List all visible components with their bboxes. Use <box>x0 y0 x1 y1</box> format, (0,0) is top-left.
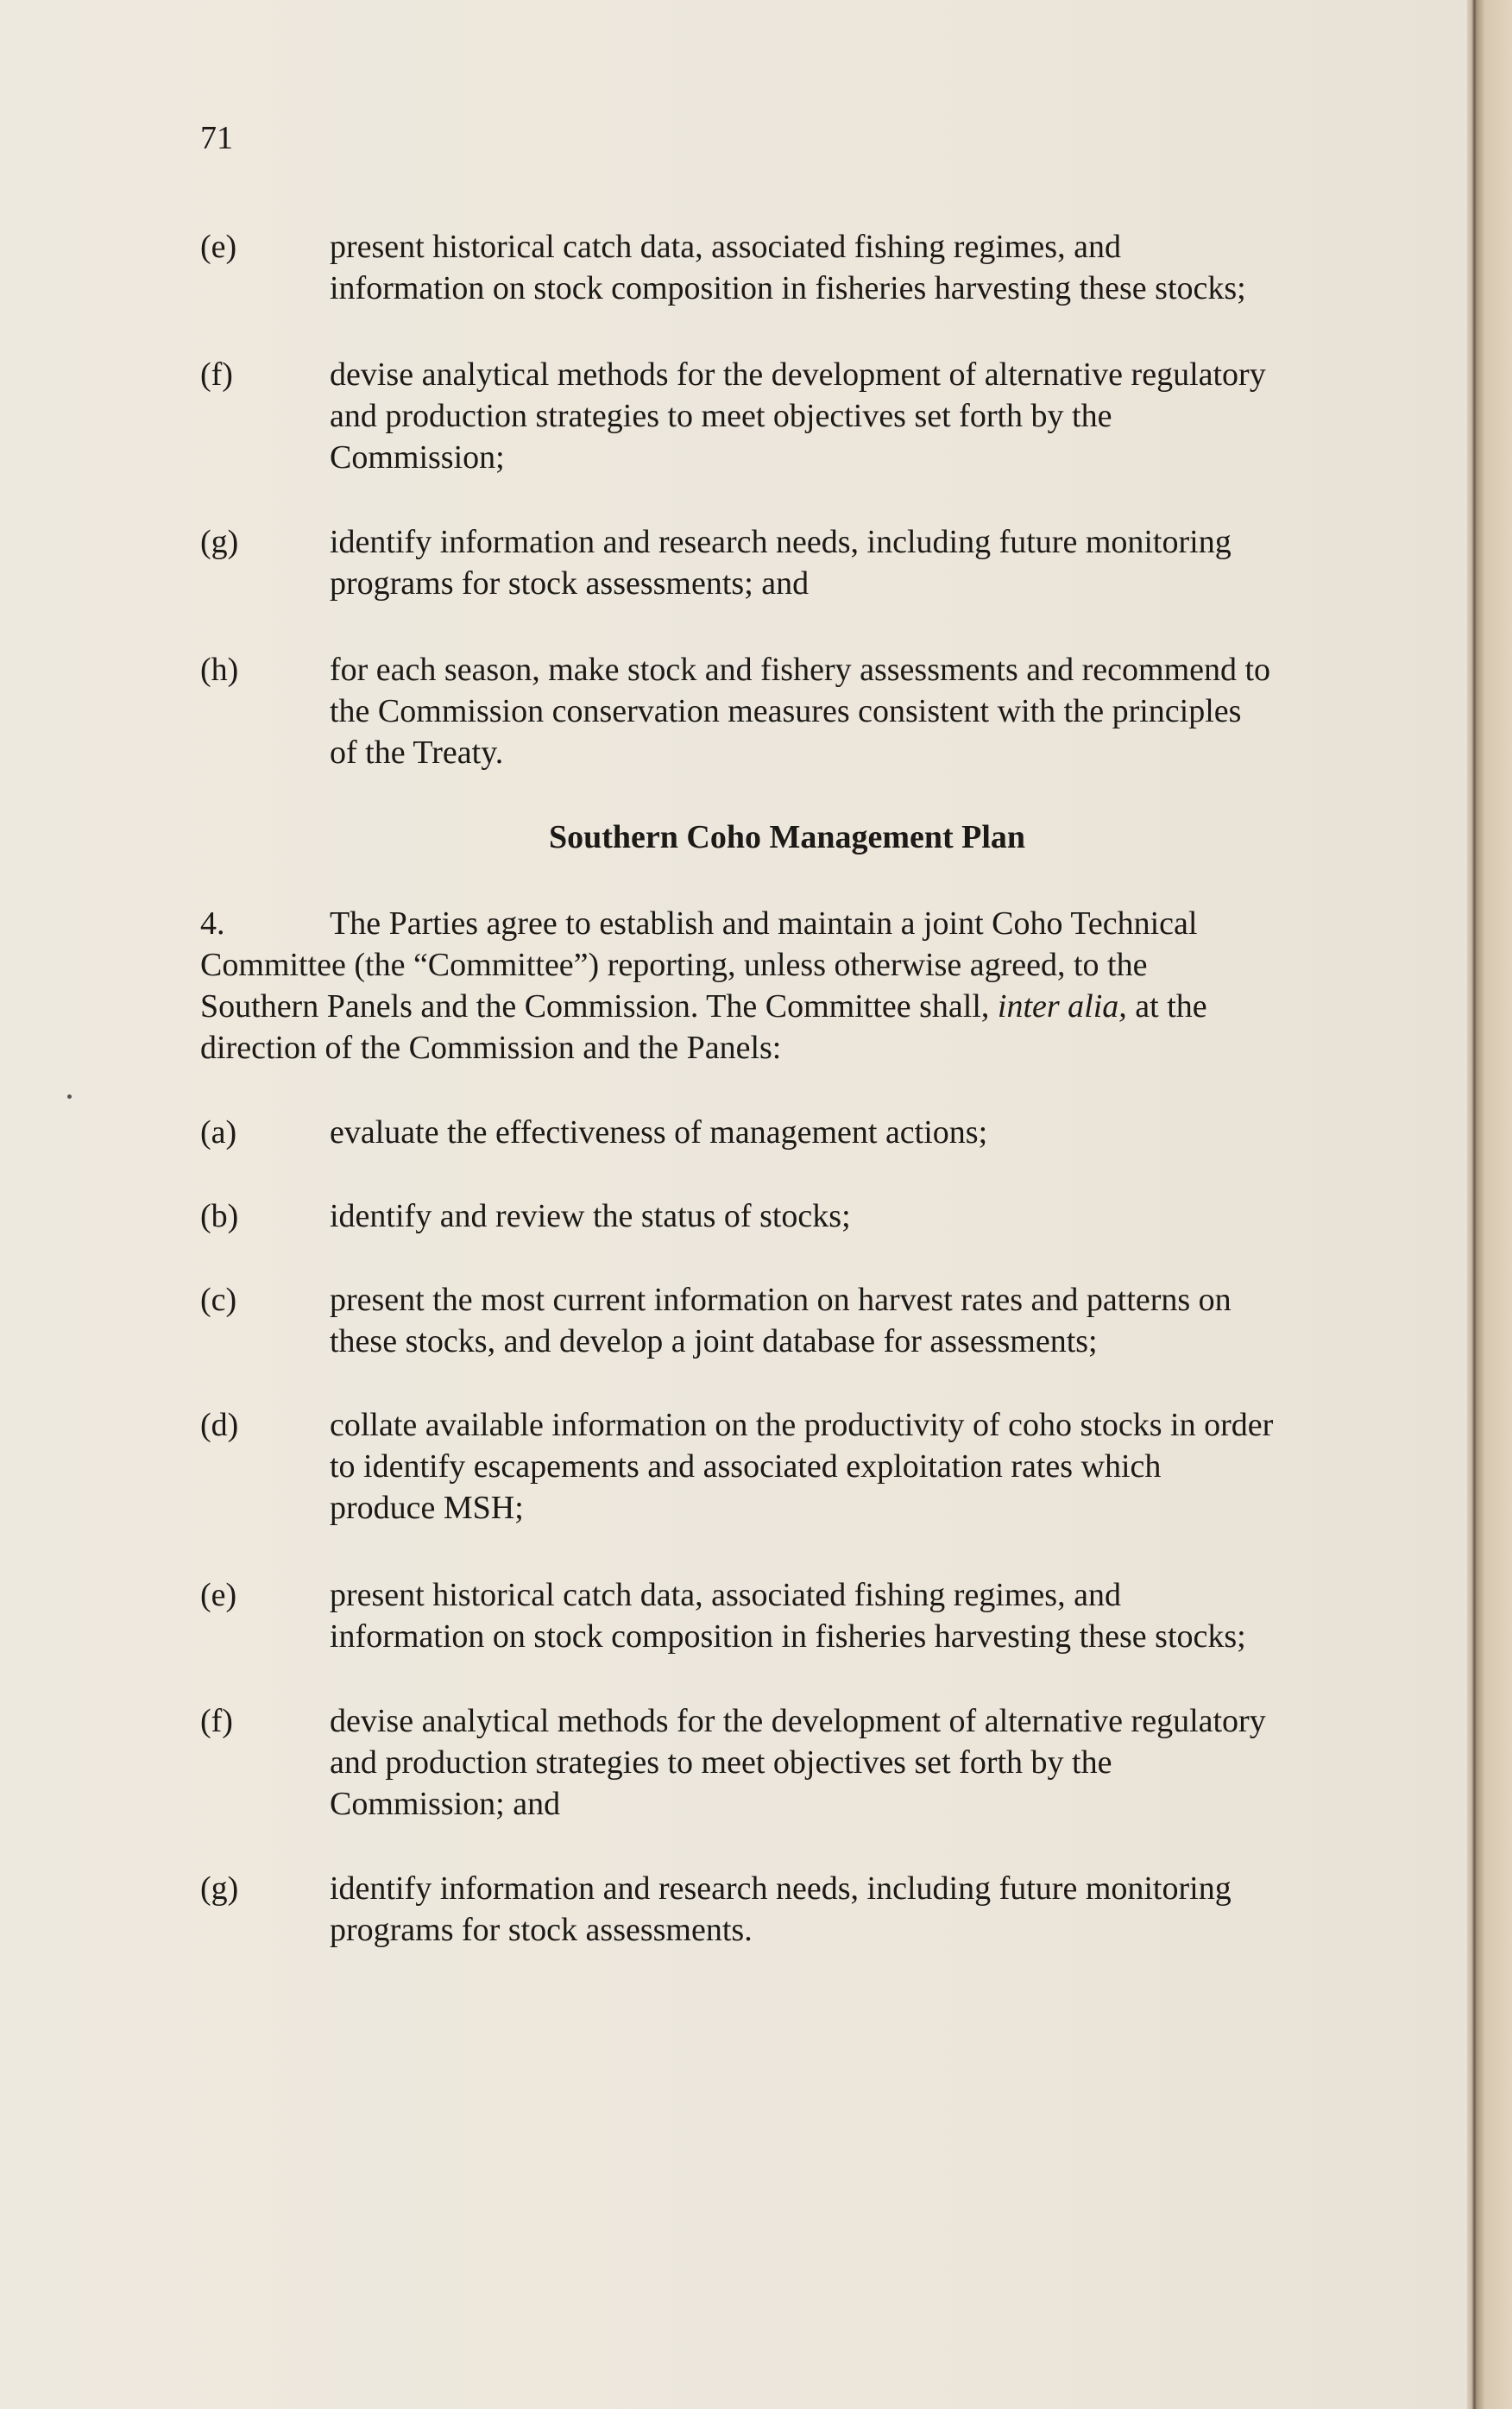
item-text: present historical catch data, associated fishing regimes, and information on stock composition in fisheries harvesting these stocks; <box>330 229 1246 306</box>
item-label: (d) <box>200 1407 239 1443</box>
item-text: present the most current information on harvest rates and patterns on these stocks, and develop a joint database for assessments; <box>330 1282 1232 1359</box>
paragraph-number: 4. <box>200 905 225 942</box>
item-text: evaluate the effectiveness of management actions; <box>330 1114 988 1151</box>
item-label: (g) <box>200 524 239 560</box>
item-label: (g) <box>200 1870 239 1907</box>
scan-speck <box>67 1094 72 1099</box>
item-label: (h) <box>200 652 239 688</box>
item-text: devise analytical methods for the development of alternative regulatory and production strategies to meet objectives set forth by the Commission; and <box>330 1703 1266 1822</box>
item-label: (c) <box>200 1282 237 1318</box>
page-number: 71 <box>200 120 233 156</box>
item-label: (b) <box>200 1198 239 1234</box>
italic-phrase: inter alia, <box>997 988 1127 1025</box>
item-label: (e) <box>200 229 237 265</box>
item-label: (f) <box>200 356 233 393</box>
item-text: devise analytical methods for the development of alternative regulatory and production strategies to meet objectives set forth by the Commission; <box>330 356 1266 476</box>
item-text: for each season, make stock and fishery assessments and recommend to the Commission conservation measures consistent with the principles of the Treaty. <box>330 652 1271 771</box>
item-text: identify and review the status of stocks; <box>330 1198 851 1234</box>
item-text: identify information and research needs, including future monitoring programs for stock assessments. <box>330 1870 1232 1948</box>
item-label: (e) <box>200 1577 237 1613</box>
item-label: (a) <box>200 1114 237 1151</box>
paragraph-4: 4. The Parties agree to establish and maintain a joint Coho Technical Committee (the “Committee”) reporting, unless otherwise agreed, to the Southern Panels and the Commission. The Committee shall, inter alia, at the direction of the Commission and the Panels: <box>200 903 1408 1069</box>
section-heading: Southern Coho Management Plan <box>548 819 1026 855</box>
item-text: identify information and research needs, including future monitoring programs for stock assessments; and <box>330 524 1232 602</box>
item-text: collate available information on the productivity of coho stocks in order to identify escapements and associated exploitation rates which produce MSH; <box>330 1407 1274 1526</box>
item-label: (f) <box>200 1703 233 1739</box>
book-gutter-shadow <box>1467 0 1512 2409</box>
item-text: present historical catch data, associated fishing regimes, and information on stock composition in fisheries harvesting these stocks; <box>330 1577 1246 1655</box>
